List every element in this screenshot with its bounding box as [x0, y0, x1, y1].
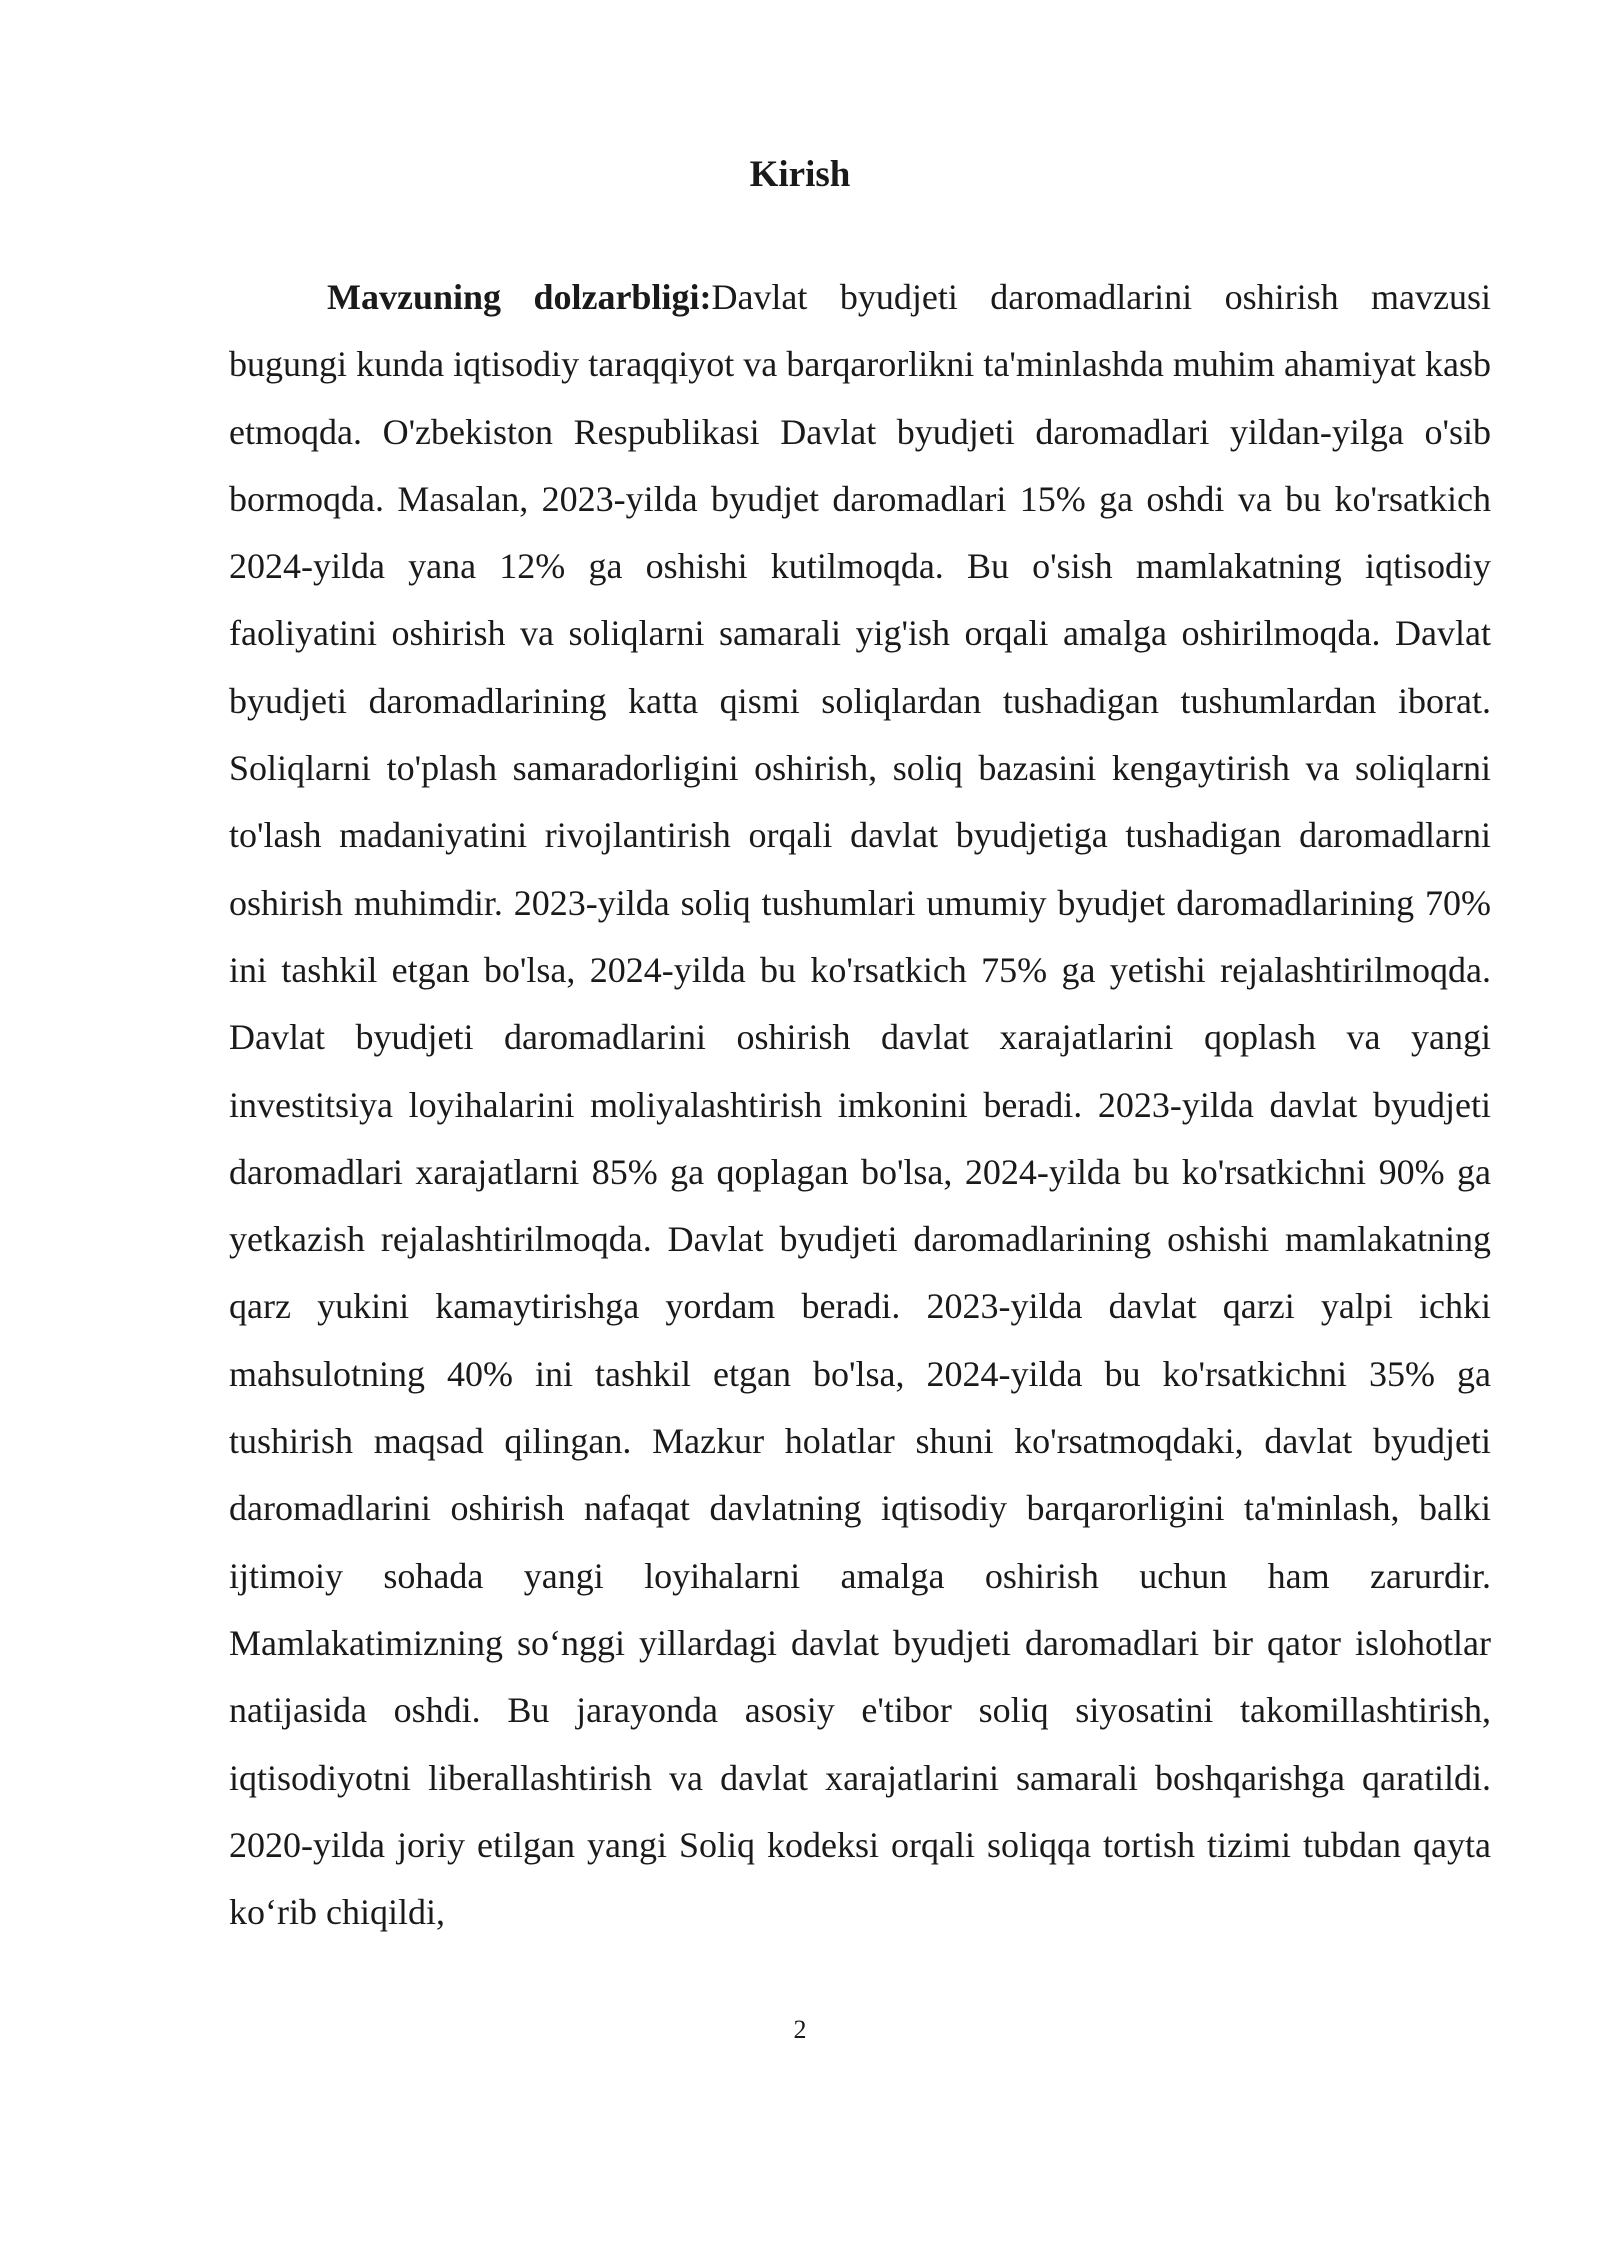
body-paragraph — [229, 264, 1491, 1946]
paragraph-body: Davlat byudjeti daromadlarini oshirish mavzusi bugungi kunda iqtisodiy taraqqiyot va barqarorlikni ta'minlashda muhim ahamiyat kasb etmoqda. O'zbekiston Respublikasi Davlat byudjeti daromadlari yildan-yilga o'sib bormoqda. Masalan, 2023-yilda byudjet daromadlari 15% ga oshdi va bu ko'rsatkich 2024-yilda yana 12% ga oshishi kutilmoqda. Bu o'sish mamlakatning iqtisodiy faoliyatini oshirish va soliqlarni samarali yig'ish orqali amalga oshirilmoqda. Davlat byudjeti daromadlarining katta qismi soliqlardan tushadigan tushumlardan iborat. Soliqlarni to'plash samaradorligini oshirish, soliq bazasini kengaytirish va soliqlarni to'lash madaniyatini rivojlantirish orqali davlat byudjetiga tushadigan daromadlarni oshirish muhimdir. 2023-yilda soliq tushumlari umumiy byudjet daromadlarining 70% ini tashkil etgan bo'lsa, 2024-yilda bu ko'rsatkich 75% ga yetishi rejalashtirilmoqda. Davlat byudjeti daromadlarini oshirish davlat xarajatlarini qoplash va yangi investitsiya loyihalarini moliyalashtirish imkonini beradi. 2023-yilda davlat byudjeti daromadlari xarajatlarni 85% ga qoplagan bo'lsa, 2024-yilda bu ko'rsatkichni 90% ga yetkazish rejalashtirilmoqda. Davlat byudjeti daromadlarining oshishi mamlakatning qarz yukini kamaytirishga yordam beradi. 2023-yilda davlat qarzi yalpi ichki mahsulotning 40% ini tashkil etgan bo'lsa, 2024-yilda bu ko'rsatkichni 35% ga tushirish maqsad qilingan. Mazkur holatlar shuni ko'rsatmoqdaki, davlat byudjeti daromadlarini oshirish nafaqat davlatning iqtisodiy barqarorligini ta'minlash, balki ijtimoiy sohada yangi loyihalarni amalga oshirish uchun ham zarurdir. Mamlakatimizning so‘nggi yillardagi davlat byudjeti daromadlari bir qator islohotlar natijasida oshdi. Bu jarayonda asosiy e'tibor soliq siyosatini takomillashtirish, iqtisodiyotni liberallashtirish va davlat xarajatlarini samarali boshqarishga qaratildi. 2020-yilda joriy etilgan yangi Soliq kodeksi orqali soliqqa tortish tizimi tubdan qayta ko‘rib chiqildi, — [229, 277, 1491, 1933]
page-number-text: 2 — [793, 2015, 807, 2044]
page-number — [0, 2013, 1600, 2047]
section-heading-text: Kirish — [749, 154, 851, 195]
section-heading — [0, 150, 1600, 200]
paragraph-lead: Mavzuning dolzarbligi: — [327, 277, 712, 317]
